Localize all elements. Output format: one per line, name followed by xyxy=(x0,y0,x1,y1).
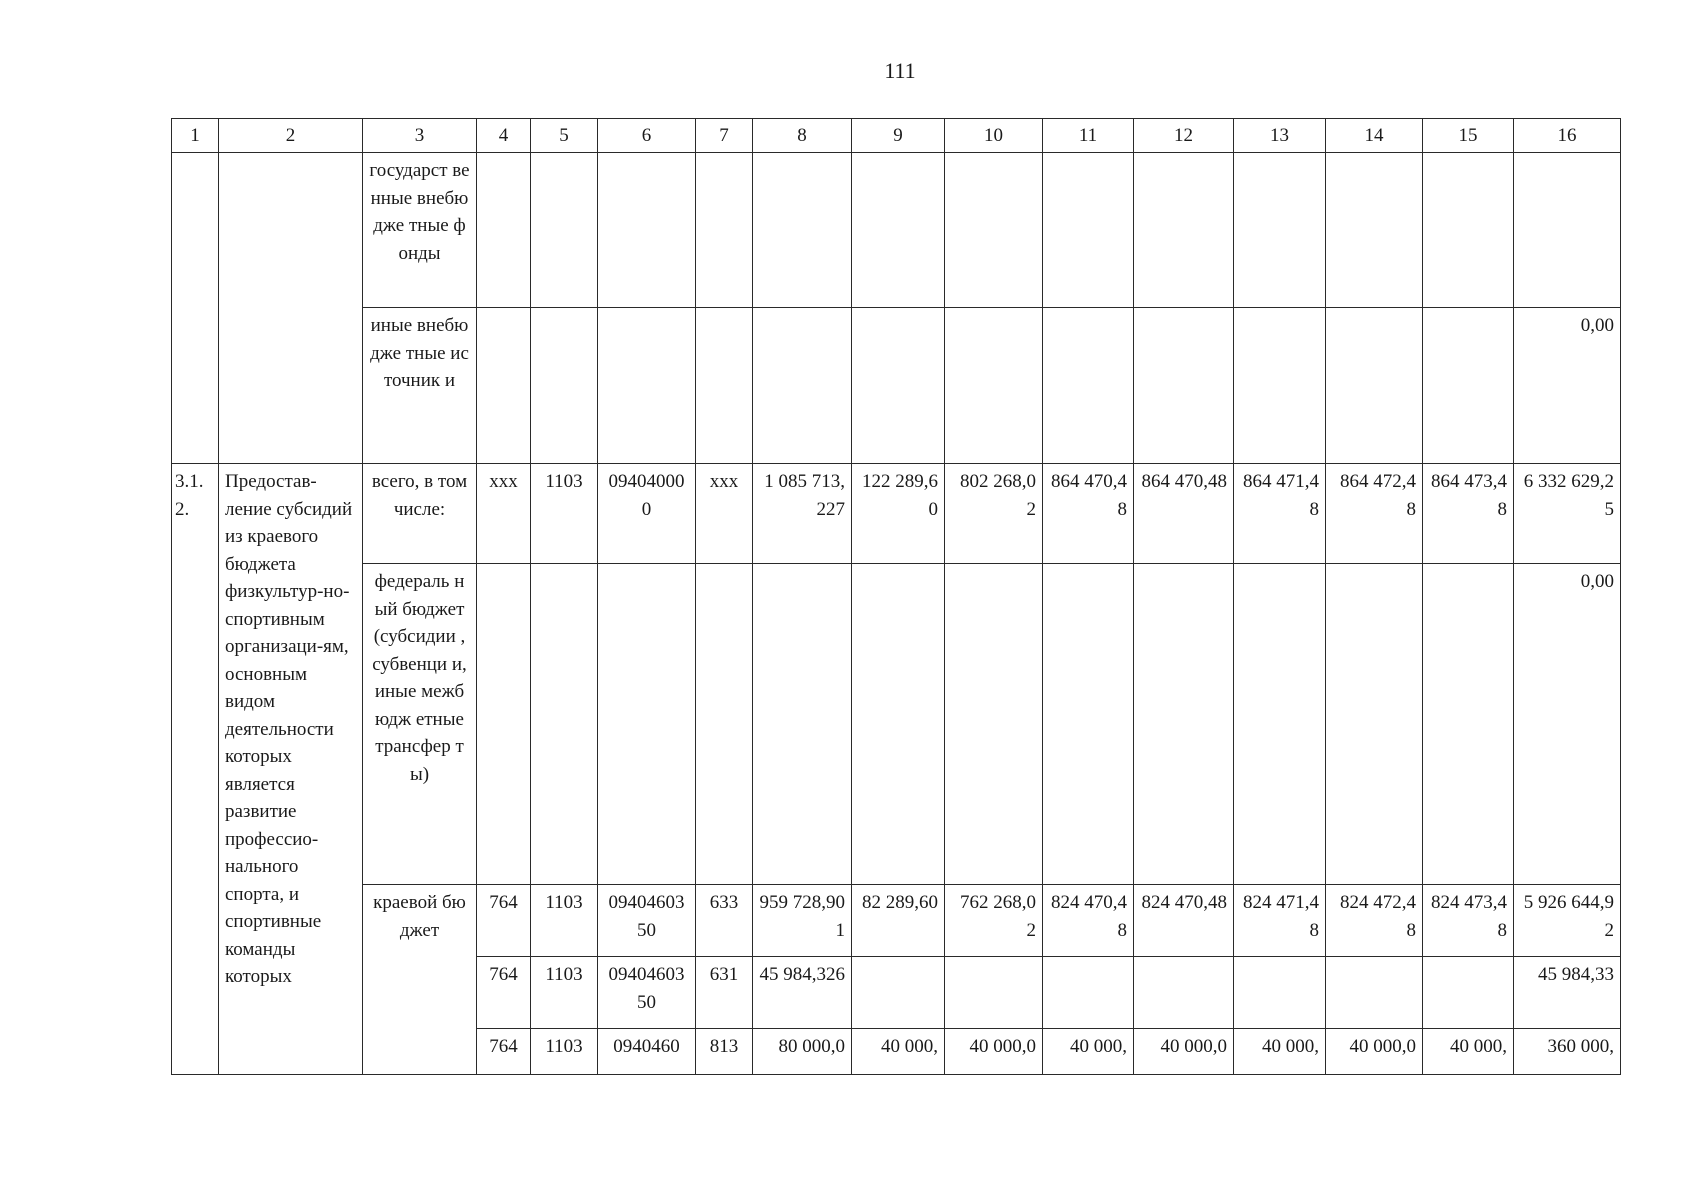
header-cell: 15 xyxy=(1423,119,1514,153)
data-cell xyxy=(1134,957,1234,1029)
row-number-cell: 3.1.2. xyxy=(172,464,219,1075)
data-cell: 631 xyxy=(696,957,753,1029)
data-cell xyxy=(1043,153,1134,308)
data-cell: 764 xyxy=(477,957,531,1029)
data-cell: 094040000 xyxy=(598,464,696,564)
data-cell: 764 xyxy=(477,1029,531,1075)
data-cell xyxy=(477,308,531,464)
data-cell: 40 000, xyxy=(1423,1029,1514,1075)
data-cell: xxx xyxy=(477,464,531,564)
data-cell xyxy=(1043,308,1134,464)
data-cell: 40 000, xyxy=(1043,1029,1134,1075)
data-cell: 40 000, xyxy=(1234,1029,1326,1075)
header-cell: 4 xyxy=(477,119,531,153)
data-cell: 633 xyxy=(696,885,753,957)
funding-source-cell: иные внебюдже тные источник и xyxy=(363,308,477,464)
data-cell: 824 473,48 xyxy=(1423,885,1514,957)
row-number-cell xyxy=(172,153,219,464)
data-cell xyxy=(753,153,852,308)
data-cell xyxy=(696,308,753,464)
data-cell xyxy=(1514,153,1621,308)
header-row xyxy=(172,119,1621,153)
header-cell: 8 xyxy=(753,119,852,153)
data-cell xyxy=(531,308,598,464)
data-cell xyxy=(852,564,945,885)
data-cell xyxy=(945,564,1043,885)
data-cell xyxy=(1234,957,1326,1029)
data-cell: 82 289,60 xyxy=(852,885,945,957)
data-cell xyxy=(477,564,531,885)
funding-source-cell: федераль ный бюджет (субсидии , субвенци и, иные межбюдж етные трансфер ты) xyxy=(363,564,477,885)
data-cell: 864 472,48 xyxy=(1326,464,1423,564)
data-cell xyxy=(1134,308,1234,464)
data-cell: 122 289,60 xyxy=(852,464,945,564)
data-cell: 0940460350 xyxy=(598,957,696,1029)
data-cell xyxy=(945,957,1043,1029)
data-cell xyxy=(1043,957,1134,1029)
data-cell xyxy=(696,153,753,308)
header-cell: 10 xyxy=(945,119,1043,153)
data-cell xyxy=(1134,153,1234,308)
header-cell: 6 xyxy=(598,119,696,153)
header-cell: 1 xyxy=(172,119,219,153)
table-row xyxy=(172,885,1621,957)
data-cell xyxy=(531,564,598,885)
data-cell: 40 000,0 xyxy=(1326,1029,1423,1075)
data-cell xyxy=(753,564,852,885)
row-name-cell xyxy=(219,153,363,464)
table-row xyxy=(172,564,1621,885)
data-cell: 6 332 629,25 xyxy=(1514,464,1621,564)
data-cell: 0940460350 xyxy=(598,885,696,957)
data-cell: xxx xyxy=(696,464,753,564)
header-cell: 2 xyxy=(219,119,363,153)
data-cell xyxy=(852,308,945,464)
data-cell: 45 984,326 xyxy=(753,957,852,1029)
data-cell: 802 268,02 xyxy=(945,464,1043,564)
funding-source-cell: краевой бюджет xyxy=(363,885,477,1075)
header-cell: 11 xyxy=(1043,119,1134,153)
data-cell: 45 984,33 xyxy=(1514,957,1621,1029)
data-cell: 824 470,48 xyxy=(1043,885,1134,957)
data-cell: 824 471,48 xyxy=(1234,885,1326,957)
header-cell: 12 xyxy=(1134,119,1234,153)
data-cell: 864 470,48 xyxy=(1043,464,1134,564)
funding-source-cell: всего, в том числе: xyxy=(363,464,477,564)
data-cell xyxy=(1326,153,1423,308)
data-cell: 1103 xyxy=(531,957,598,1029)
header-cell: 7 xyxy=(696,119,753,153)
data-cell xyxy=(1423,308,1514,464)
funding-source-cell: государст венные внебюдже тные фонды xyxy=(363,153,477,308)
data-cell: 360 000, xyxy=(1514,1029,1621,1075)
data-cell: 864 471,48 xyxy=(1234,464,1326,564)
data-cell: 5 926 644,92 xyxy=(1514,885,1621,957)
data-cell xyxy=(852,957,945,1029)
data-cell: 1 085 713,227 xyxy=(753,464,852,564)
data-cell xyxy=(696,564,753,885)
header-cell: 5 xyxy=(531,119,598,153)
data-cell: 764 xyxy=(477,885,531,957)
table-row xyxy=(172,308,1621,464)
data-cell: 1103 xyxy=(531,1029,598,1075)
data-cell: 80 000,0 xyxy=(753,1029,852,1075)
data-cell xyxy=(852,153,945,308)
data-cell xyxy=(477,153,531,308)
header-cell: 14 xyxy=(1326,119,1423,153)
data-cell xyxy=(945,153,1043,308)
data-cell: 1103 xyxy=(531,464,598,564)
data-cell: 0,00 xyxy=(1514,308,1621,464)
data-cell: 824 470,48 xyxy=(1134,885,1234,957)
data-cell: 824 472,48 xyxy=(1326,885,1423,957)
row-name-cell: Предостав-ление субсидий из краевого бюджета физкультур-но-спортивным организаци-ям, основным видом деятельности которых является развитие профессио-нального спорта, и спортивные команды которых xyxy=(219,464,363,1075)
data-cell xyxy=(1326,308,1423,464)
data-cell xyxy=(1234,564,1326,885)
page-number: 111 xyxy=(884,58,916,83)
data-cell xyxy=(1234,308,1326,464)
data-cell xyxy=(1043,564,1134,885)
data-cell: 864 473,48 xyxy=(1423,464,1514,564)
data-cell: 40 000,0 xyxy=(945,1029,1043,1075)
data-cell: 813 xyxy=(696,1029,753,1075)
data-cell: 40 000,0 xyxy=(1134,1029,1234,1075)
data-cell xyxy=(1423,957,1514,1029)
data-cell xyxy=(1134,564,1234,885)
data-cell xyxy=(945,308,1043,464)
data-cell xyxy=(753,308,852,464)
header-cell: 13 xyxy=(1234,119,1326,153)
data-cell: 864 470,48 xyxy=(1134,464,1234,564)
data-cell: 762 268,02 xyxy=(945,885,1043,957)
data-cell xyxy=(1423,153,1514,308)
table-row xyxy=(172,464,1621,564)
data-cell xyxy=(1423,564,1514,885)
table-row xyxy=(172,153,1621,308)
data-cell xyxy=(598,564,696,885)
data-cell xyxy=(598,153,696,308)
data-cell: 0,00 xyxy=(1514,564,1621,885)
header-cell: 3 xyxy=(363,119,477,153)
data-cell: 1103 xyxy=(531,885,598,957)
data-cell xyxy=(1326,564,1423,885)
data-cell xyxy=(1326,957,1423,1029)
data-cell xyxy=(531,153,598,308)
header-cell: 16 xyxy=(1514,119,1621,153)
data-cell xyxy=(598,308,696,464)
data-cell xyxy=(1234,153,1326,308)
budget-table xyxy=(171,118,1621,1075)
data-cell: 959 728,901 xyxy=(753,885,852,957)
header-cell: 9 xyxy=(852,119,945,153)
data-cell: 40 000, xyxy=(852,1029,945,1075)
data-cell: 0940460 xyxy=(598,1029,696,1075)
